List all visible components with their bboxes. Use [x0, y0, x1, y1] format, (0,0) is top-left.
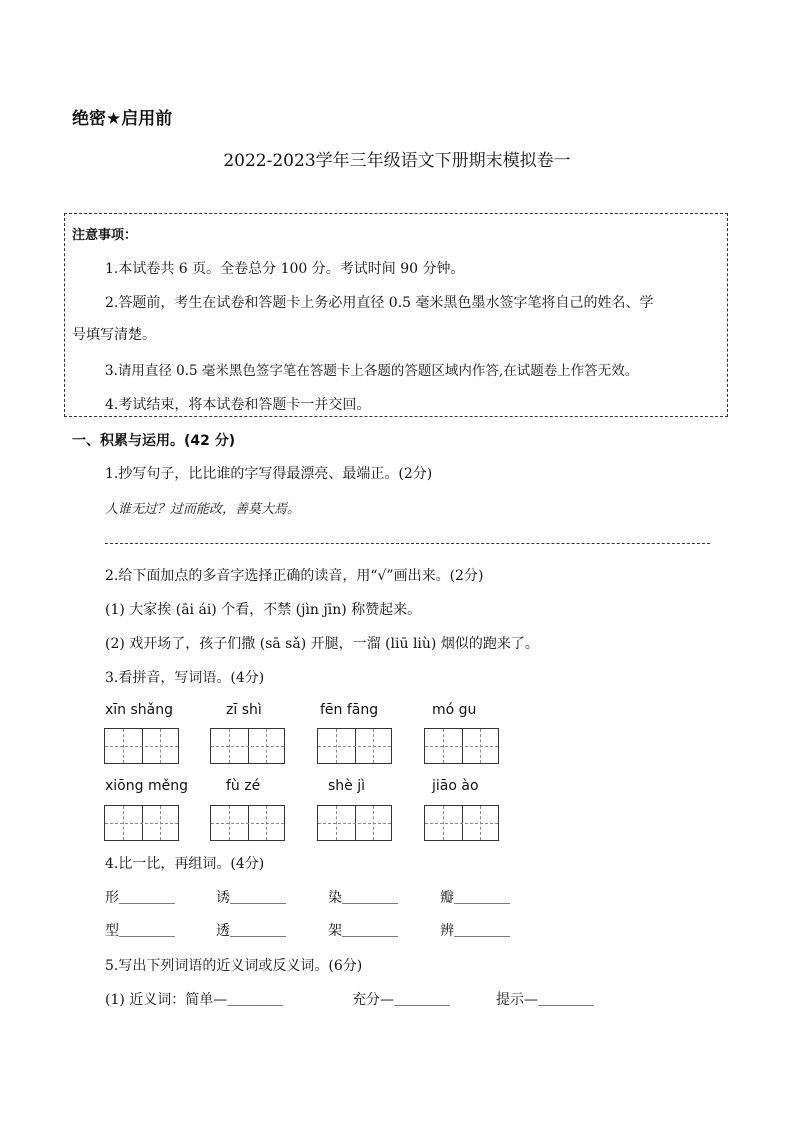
- exam-title: 2022-2023学年三年级语文下册期末模拟卷一: [223, 151, 571, 171]
- notice-item: 3.请用直径 0.5 毫米黑色签字笔在答题卡上各题的答题区域内作答,在试题卷上作答无效。: [105, 363, 639, 379]
- synonym-item: 提示—＿＿＿＿: [496, 992, 594, 1008]
- question-4-prompt: 4.比一比，再组词。(4分): [105, 856, 265, 872]
- compare-item: 诱＿＿＿＿: [216, 890, 286, 906]
- synonym-item: (1) 近义词：简单—＿＿＿＿: [105, 992, 284, 1008]
- compare-item: 瓣＿＿＿＿: [440, 890, 510, 906]
- notice-item: 2.答题前，考生在试卷和答题卡上务必用直径 0.5 毫米黑色墨水签字笔将自己的姓名、学: [105, 295, 654, 311]
- answer-line: [105, 543, 710, 544]
- question-2-item: (1) 大家挨 (āi ái) 个看，不禁 (jìn jīn) 称赞起来。: [105, 602, 422, 618]
- pinyin-label: jiāo ào: [432, 778, 479, 794]
- pinyin-label: fēn fāng: [320, 702, 379, 718]
- compare-item: 架＿＿＿＿: [328, 923, 398, 939]
- compare-item: 形＿＿＿＿: [105, 890, 175, 906]
- pinyin-label: xiōng měng: [105, 778, 188, 794]
- compare-item: 透＿＿＿＿: [216, 923, 286, 939]
- question-5-prompt: 5.写出下列词语的近义词或反义词。(6分): [105, 958, 363, 974]
- notice-box: [64, 213, 728, 417]
- copy-sentence: 人谁无过？过而能改，善莫大焉。: [105, 502, 301, 517]
- notice-title: 注意事项：: [72, 228, 138, 243]
- compare-item: 型＿＿＿＿: [105, 923, 175, 939]
- pinyin-label: zī shì: [226, 702, 262, 718]
- synonym-item: 充分—＿＿＿＿: [352, 992, 450, 1008]
- question-2-item: (2) 戏开场了，孩子们撒 (sā sǎ) 开腿，一溜 (liū liù) 烟似的跑来了。: [105, 636, 539, 652]
- writing-grid[interactable]: [210, 805, 285, 841]
- writing-grid[interactable]: [317, 728, 392, 764]
- compare-item: 辨＿＿＿＿: [440, 923, 510, 939]
- notice-item: 4.考试结束，将本试卷和答题卡一并交回。: [105, 397, 371, 413]
- pinyin-label: fù zé: [226, 778, 261, 794]
- section-heading: 一、积累与运用。(42 分): [72, 433, 236, 449]
- pinyin-label: mó gu: [432, 702, 477, 718]
- notice-item: 号填写清楚。: [72, 327, 156, 343]
- compare-item: 染＿＿＿＿: [328, 890, 398, 906]
- question-3-prompt: 3.看拼音，写词语。(4分): [105, 670, 265, 686]
- writing-grid[interactable]: [317, 805, 392, 841]
- question-2-prompt: 2.给下面加点的多音字选择正确的读音，用“√”画出来。(2分): [105, 568, 484, 584]
- question-1-prompt: 1.抄写句子，比比谁的字写得最漂亮、最端正。(2分): [105, 466, 433, 482]
- pinyin-label: xīn shǎng: [105, 702, 174, 718]
- pinyin-label: shè jì: [328, 778, 366, 794]
- writing-grid[interactable]: [104, 728, 179, 764]
- writing-grid[interactable]: [424, 728, 499, 764]
- writing-grid[interactable]: [210, 728, 285, 764]
- writing-grid[interactable]: [104, 805, 179, 841]
- notice-item: 1.本试卷共 6 页。全卷总分 100 分。考试时间 90 分钟。: [105, 261, 465, 277]
- confidential-label: 绝密★启用前: [72, 109, 173, 129]
- writing-grid[interactable]: [424, 805, 499, 841]
